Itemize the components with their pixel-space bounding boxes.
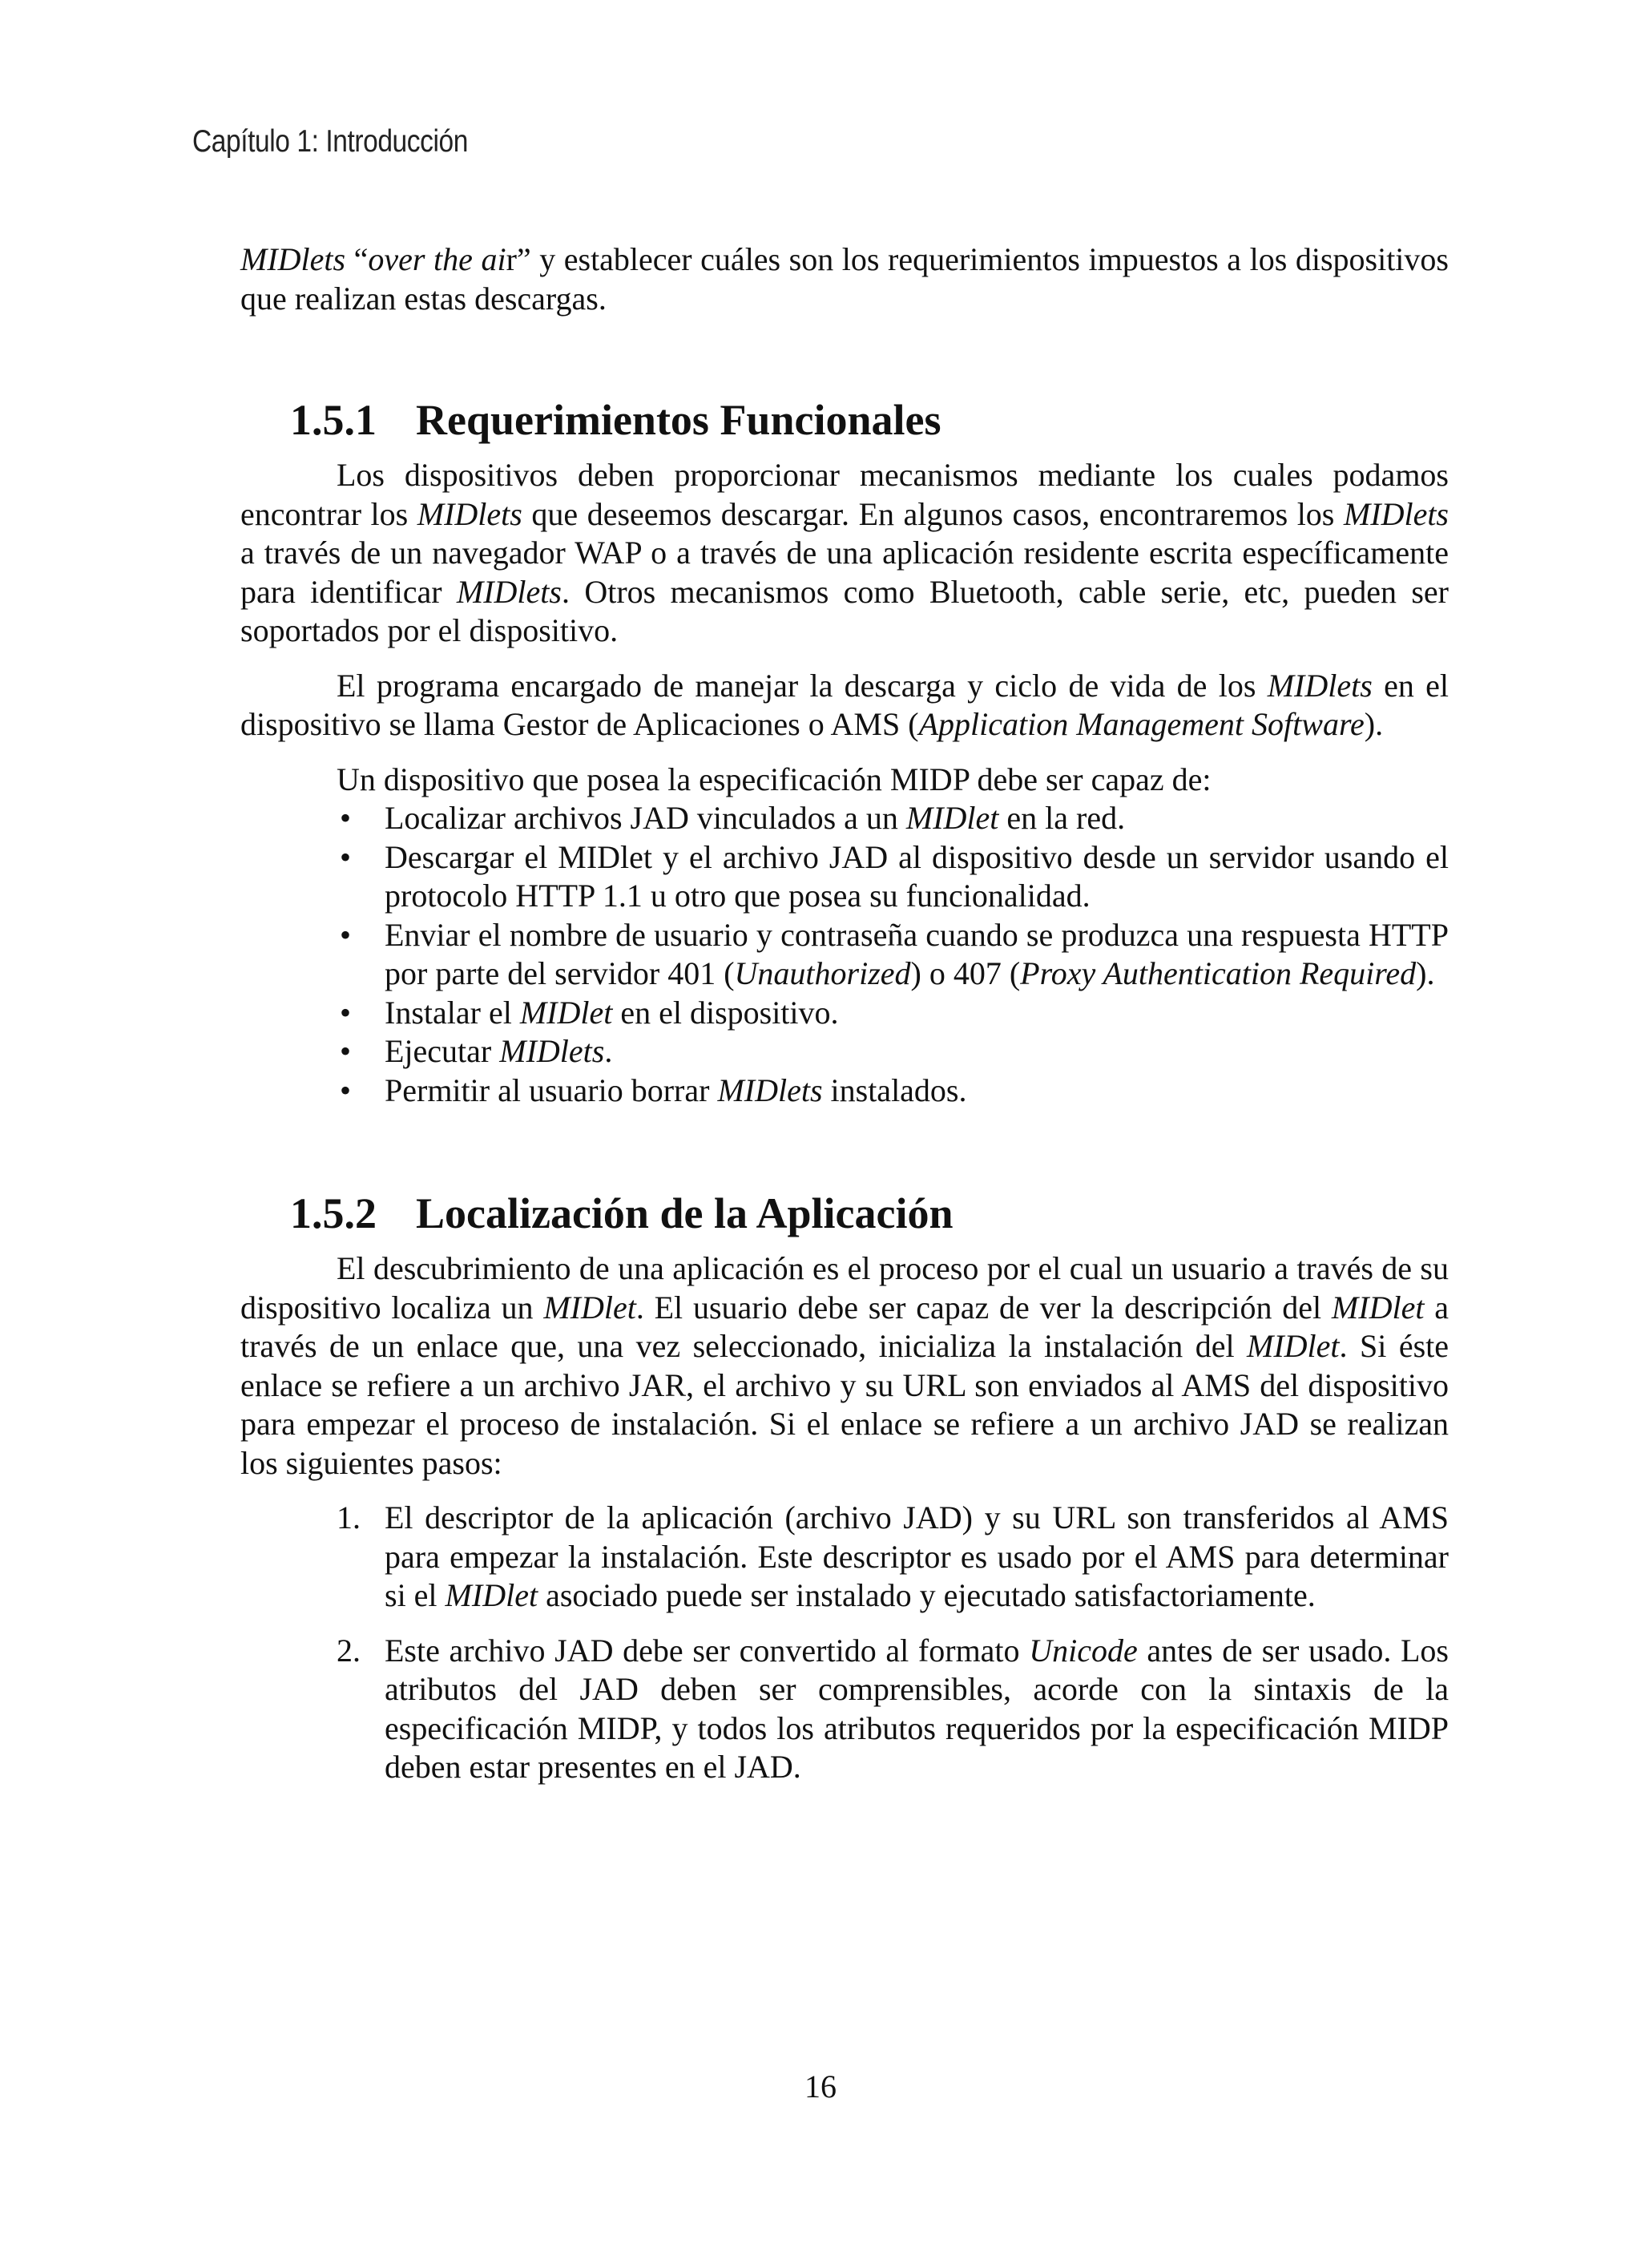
paragraph: El descubrimiento de una aplicación es el proceso por el cual un usuario a través de su dispositivo localiza un MIDlet. El usuario debe ser capaz de ver la descripción del MIDlet a través de un enlace que, una vez seleccionado, inicializa la instalación del MIDlet. Si éste enlace se refiere a un archivo JAR, el archivo y su URL son enviados al AMS del dispositivo para empezar el proceso de instalación. Si el enlace se refiere a un archivo JAD se realizan los siguientes pasos: bbox=[240, 1250, 1449, 1481]
section-title: Localización de la Aplicación bbox=[416, 1189, 954, 1237]
paragraph: Los dispositivos deben proporcionar mecanismos mediante los cuales podamos encontrar los MIDlets que deseemos descargar. En algunos casos, encontraremos los MIDlets a través de un navegador WAP o a través de una aplicación residente escrita específicamente para identificar MIDlets. Otros mecanismos como Bluetooth, cable serie, etc, pueden ser soportados por el dispositivo. bbox=[240, 457, 1449, 648]
bullet-icon: • bbox=[340, 916, 352, 953]
section-number: 1.5.1 bbox=[290, 396, 377, 444]
section-title: Requerimientos Funcionales bbox=[416, 396, 941, 444]
italic-term: MIDlet bbox=[1331, 1289, 1425, 1326]
italic-term: MIDlet bbox=[519, 994, 613, 1031]
requirements-list bbox=[240, 799, 1449, 1110]
steps-list bbox=[240, 1499, 1449, 1787]
bullet-icon: • bbox=[340, 1071, 352, 1108]
list-item: • Descargar el MIDlet y el archivo JAD al dispositivo desde un servidor usando el protocolo HTTP 1.1 u otro que posea su funcionalidad. bbox=[340, 838, 1449, 914]
page-content bbox=[240, 240, 1449, 1787]
section-heading-1-5-1 bbox=[240, 395, 1449, 445]
italic-term: Unauthorized bbox=[734, 955, 911, 991]
list-item: • Localizar archivos JAD vinculados a un MIDlet en la red. bbox=[240, 799, 1449, 838]
list-item: • Permitir al usuario borrar MIDlets instalados. bbox=[240, 1071, 1449, 1111]
bullet-icon: • bbox=[340, 838, 352, 875]
list-item: • Ejecutar MIDlets. bbox=[240, 1032, 1449, 1071]
italic-term: MIDlets bbox=[417, 495, 522, 532]
italic-term: MIDlets bbox=[499, 1033, 605, 1069]
italic-term: MIDlet bbox=[543, 1289, 636, 1326]
step-number: 2. bbox=[337, 1632, 361, 1669]
italic-term: MIDlets bbox=[1267, 667, 1373, 704]
italic-term: MIDlet bbox=[445, 1577, 538, 1613]
page-number: 16 bbox=[804, 2068, 837, 2105]
intro-paragraph: MIDlets “over the air” y establecer cuáles son los requerimientos impuestos a los dispositivos que realizan estas descargas. bbox=[240, 241, 1449, 317]
list-intro: Un dispositivo que posea la especificación MIDP debe ser capaz de: bbox=[337, 761, 1212, 797]
italic-term: MIDlet bbox=[905, 800, 999, 836]
step-number: 1. bbox=[337, 1499, 361, 1536]
paragraph: El programa encargado de manejar la descarga y ciclo de vida de los MIDlets en el dispositivo se llama Gestor de Aplicaciones o AMS (Application Management Software). bbox=[240, 667, 1449, 742]
list-item: • Enviar el nombre de usuario y contraseña cuando se produzca una respuesta HTTP por parte del servidor 401 (Unauthorized) o 407 (Proxy Authentication Required). bbox=[340, 916, 1449, 991]
italic-term: MIDlet bbox=[1247, 1328, 1340, 1364]
section-heading-1-5-2 bbox=[240, 1188, 1449, 1238]
italic-term: Unicode bbox=[1029, 1632, 1138, 1669]
italic-term: MIDlets bbox=[240, 241, 346, 277]
italic-term: MIDlets bbox=[1343, 495, 1449, 532]
italic-term: MIDlets bbox=[717, 1071, 823, 1108]
italic-term: MIDlets bbox=[456, 573, 562, 610]
bullet-icon: • bbox=[340, 994, 352, 1031]
list-item: • Instalar el MIDlet en el dispositivo. bbox=[240, 994, 1449, 1033]
running-header: Capítulo 1: Introducción bbox=[192, 124, 468, 159]
section-number: 1.5.2 bbox=[290, 1189, 377, 1237]
bullet-icon: • bbox=[340, 800, 352, 836]
list-item: 2. Este archivo JAD debe ser convertido al formato Unicode antes de ser usado. Los atributos del JAD deben ser comprensibles, acorde con la sintaxis de la especificación MIDP, y todos los atributos requeridos por la especificación MIDP deben estar presentes en el JAD. bbox=[337, 1632, 1449, 1785]
bullet-icon: • bbox=[340, 1033, 352, 1069]
italic-term: Proxy Authentication Required bbox=[1020, 955, 1417, 991]
italic-term: Application Management Software bbox=[918, 706, 1365, 742]
list-item: 1. El descriptor de la aplicación (archivo JAD) y su URL son transferidos al AMS para empezar la instalación. Este descriptor es usado por el AMS para determinar si el MIDlet asociado puede ser instalado y ejecutado satisfactoriamente. bbox=[337, 1499, 1449, 1613]
italic-term: over the ai bbox=[368, 241, 506, 277]
